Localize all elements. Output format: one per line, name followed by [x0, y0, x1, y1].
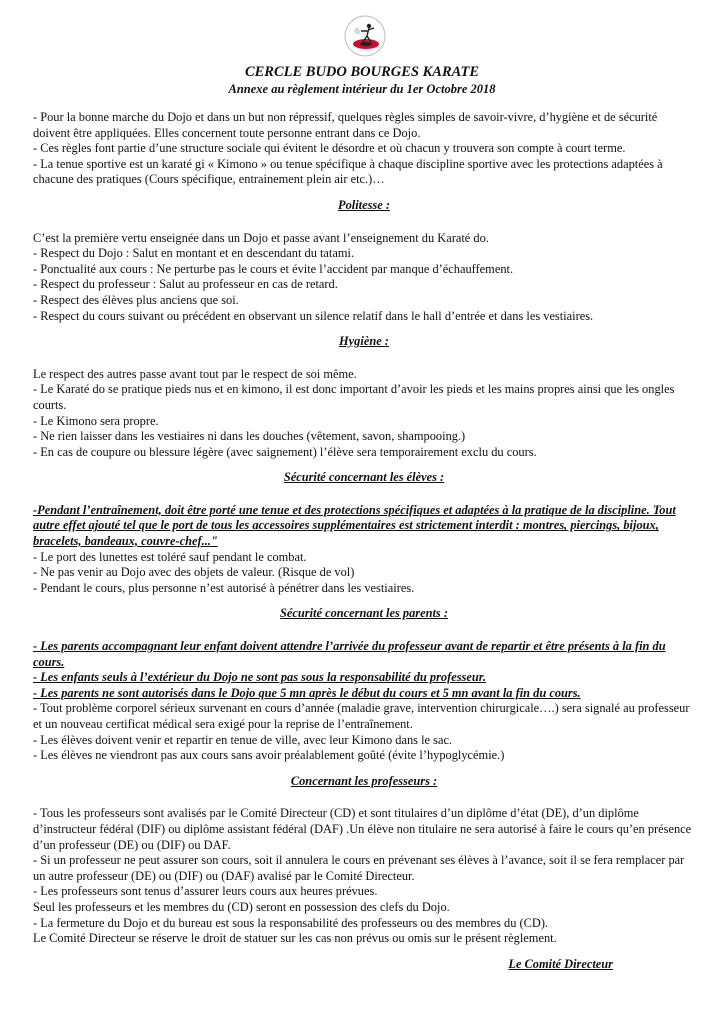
rule-line: - Tous les professeurs sont avalisés par le Comité Directeur (CD) et sont titulaires d’un diplôme d’état (DE), d’un diplôme d’instructeur fédéral (DIF) ou diplôme assistant fédéral (DAF) .Un élève non titulaire ne sera autorisé à faire le cours qu’en présence d’un professeur (DE) ou (DIF) ou DAF. [33, 806, 692, 852]
emphasized-rule: - Les parents ne sont autorisés dans le Dojo que 5 mn après le début du cours et 5 mn avant la fin du cours. [33, 685, 581, 700]
rule-line: - Respect du Dojo : Salut en montant et en descendant du tatami. [33, 246, 355, 261]
emphasized-rule: - Les enfants seuls à l’extérieur du Dojo ne sont pas sous la responsabilité du professeur. [33, 670, 486, 685]
rule-line: - Respect du professeur : Salut au professeur en cas de retard. [33, 277, 338, 292]
rule-line: - Ponctualité aux cours : Ne perturbe pas le cours et évite l’accident par manque d’échauffement. [33, 261, 514, 276]
rule-line: - En cas de coupure ou blessure légère (avec saignement) l’élève sera temporairement exclu du cours. [33, 444, 537, 459]
rule-line: - Le Kimono sera propre. [33, 413, 159, 428]
document-subtitle: Annexe au règlement intérieur du 1er Octobre 2018 [228, 82, 496, 96]
section-heading: Hygiène : [339, 334, 389, 349]
rule-line: - La fermeture du Dojo et du bureau est sous la responsabilité des professeurs ou des membres du (CD). [33, 915, 549, 930]
hygiene-section [33, 334, 695, 460]
rule-line: C’est la première vertu enseignée dans un Dojo et passe avant l’enseignement du Karaté do. [33, 230, 489, 245]
emphasized-rule: -Pendant l’entraînement, doit être porté une tenue et des protections spécifiques et adaptées à la pratique de la discipline. Tout autre effet ajouté tel que le port de tous les accessoires supplémentaires est strictement interdit : montres, piercings, bijoux, bracelets, bandeaux, couvre-chef..." [33, 502, 676, 549]
politesse-section [33, 198, 695, 324]
rule-line: - Tout problème corporel sérieux survenant en cours d’année (maladie grave, intervention chirurgicale….) sera signalé au professeur et un nouveau certificat médical sera exigé pour la reprise de l’entraînement. [33, 701, 690, 731]
rule-line: - Pendant le cours, plus personne n’est autorisé à pénétrer dans les vestiaires. [33, 580, 415, 595]
emphasized-rule: - Les parents accompagnant leur enfant doivent attendre l’arrivée du professeur avant de repartir et être présents à la fin du cours. [33, 639, 666, 669]
rule-line: - Ne rien laisser dans les vestiaires ni dans les douches (vêtement, savon, shampooing.) [33, 429, 466, 444]
signature: Le Comité Directeur [508, 956, 613, 971]
rule-line: - Les élèves ne viendront pas aux cours sans avoir préalablement goûté (évite l’hypoglycémie.) [33, 748, 505, 763]
intro-line: - Pour la bonne marche du Dojo et dans un but non répressif, quelques règles simples de savoir-vivre, d’hygiène et de sécurité doivent être appliquées. Elles concernent toute personne entrant dans ce Dojo. [33, 110, 658, 140]
rule-line: - Si un professeur ne peut assurer son cours, soit il annulera le cours en prévenant ses élèves à l’avance, soit il se fera remplacer par un autre professeur (DE) ou (DIF) ou (DAF) avalisé par le Comité Directeur. [33, 853, 685, 883]
document-title: CERCLE BUDO BOURGES KARATE [244, 64, 480, 80]
rule-line: - Respect des élèves plus anciens que soi. [33, 292, 239, 307]
rule-line: - Les professeurs sont tenus d’assurer leurs cours aux heures prévues. [33, 884, 378, 899]
document-body [33, 110, 695, 972]
rule-line: - Le port des lunettes est toléré sauf pendant le combat. [33, 549, 307, 564]
section-heading: Sécurité concernant les parents : [280, 606, 448, 621]
rule-line: - Respect du cours suivant ou précédent en observant un silence relatif dans le hall d’entrée et dans les vestiaires. [33, 308, 594, 323]
section-heading: Sécurité concernant les élèves : [283, 470, 445, 485]
securite-eleves-section [33, 470, 695, 596]
intro-section [33, 110, 695, 188]
rule-line: - Les élèves doivent venir et repartir en tenue de ville, avec leur Kimono dans le sac. [33, 732, 453, 747]
securite-parents-section [33, 606, 695, 763]
rule-line: Le respect des autres passe avant tout par le respect de soi même. [33, 366, 357, 381]
section-heading: Politesse : [338, 197, 390, 212]
professeurs-section [33, 774, 695, 947]
intro-line: - La tenue sportive est un karaté gi « Kimono » ou tenue spécifique à chaque discipline sportive avec les protections adaptées à chacune des pratiques (Cours spécifique, entrainement plein air etc.)… [33, 156, 663, 187]
rule-line: Le Comité Directeur se réserve le droit de statuer sur les cas non prévus ou omis sur le présent règlement. [33, 931, 557, 946]
section-heading: Concernant les professeurs : [290, 773, 438, 788]
rule-line: Seul les professeurs et les membres du (CD) seront en possession des clefs du Dojo. [33, 899, 450, 914]
karate-club-logo-icon [343, 14, 387, 58]
rule-line: - Ne pas venir au Dojo avec des objets de valeur. (Risque de vol) [33, 565, 355, 580]
rule-line: - Le Karaté do se pratique pieds nus et en kimono, il est donc important d’avoir les pieds et les mains propres ainsi que les ongles courts. [33, 382, 675, 412]
intro-line: - Ces règles font partie d’une structure sociale qui évitent le désordre et où chacun y trouvera son compte à court terme. [33, 141, 626, 156]
